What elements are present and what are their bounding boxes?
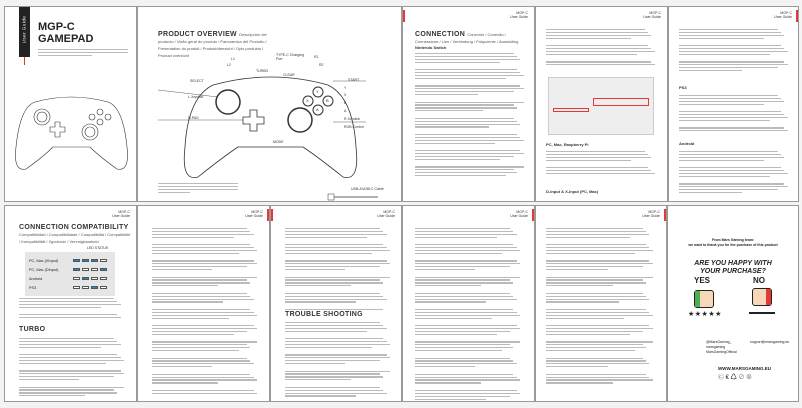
yes-label[interactable]: YES bbox=[694, 276, 711, 285]
website-link[interactable]: WWW.MARSGAMING.EU bbox=[718, 366, 771, 371]
label-cable: USB-A/USB-C Cable bbox=[351, 187, 384, 191]
label-l-joystick: L Joystick bbox=[188, 95, 204, 99]
btn-y: Y bbox=[316, 89, 319, 94]
btn-a: A bbox=[316, 107, 319, 112]
support-email[interactable]: support@marsgaming.eu bbox=[750, 340, 790, 344]
social-twitter[interactable]: @MarsGaming_ bbox=[706, 340, 732, 344]
led-off-icon bbox=[100, 259, 107, 262]
turbo-page: MGP-C User Guide bbox=[137, 205, 270, 402]
label-y: Y bbox=[344, 86, 347, 90]
feedback-page bbox=[667, 205, 799, 402]
label-r-joystick: R Joystick bbox=[344, 117, 360, 121]
body-text-block bbox=[19, 338, 127, 402]
body-text-block bbox=[415, 53, 527, 183]
compat-row-name: Android bbox=[29, 276, 43, 281]
compatibility-table bbox=[25, 252, 115, 296]
connection-page: MGP-C User Guide CONNECTION Conexión / Conexão / Connessione / Lien / Verbindung / Połączenie / Aansluiting Nintendo Switch bbox=[402, 6, 535, 202]
body-text-block bbox=[285, 228, 393, 312]
led-on-icon bbox=[82, 259, 89, 262]
body-text-block bbox=[546, 228, 656, 390]
troubleshooting-page: MGP-C User Guide bbox=[402, 205, 535, 402]
feedback-line2: we want to thank you for the purchase of this product bbox=[688, 243, 778, 247]
feedback-line1: From Mars Gaming team: bbox=[711, 238, 755, 242]
compat-row bbox=[25, 283, 115, 292]
star-rating: ★★★★★ bbox=[688, 311, 722, 318]
led-off-icon bbox=[100, 277, 107, 280]
led-off-icon bbox=[91, 277, 98, 280]
android-heading: Android bbox=[679, 141, 695, 146]
label-b: B bbox=[344, 101, 347, 105]
body-text-block bbox=[546, 151, 658, 176]
compat-row-name: PC, Mac (XInput) bbox=[29, 258, 59, 263]
label-a: A bbox=[344, 109, 347, 113]
led-off-icon bbox=[91, 268, 98, 271]
label-typec: TYPE-C Charging Port bbox=[276, 53, 305, 61]
compat-row-name: PC, Mac (DInput) bbox=[29, 267, 59, 272]
compat-row bbox=[25, 274, 115, 283]
overview-title: PRODUCT OVERVIEW Descripción del producto / Visão geral do produto / Panoramica del Prodotto / Présentation du produit / Produktübersicht / Opis produktu / Product overzicht bbox=[158, 31, 267, 58]
label-clear: CLEAR bbox=[283, 73, 295, 77]
body-text-block bbox=[679, 95, 791, 133]
user-guide-tab-label: User Guide bbox=[21, 15, 27, 44]
compatibility-page: MGP-C User Guide CONNECTION COMPATIBILITY Compatibilidad / Compatibilidade / Compatibilità / Compatibilité / Kompatibilität / Zgodność / Verenigbaarheid LED STATUS PC, Mac (XInput) PC, Mac (DInput) Android PS3 TURBO bbox=[4, 205, 137, 402]
label-x: X bbox=[344, 93, 347, 97]
led-on-icon bbox=[91, 259, 98, 262]
label-dpad: D-PAD bbox=[188, 116, 199, 120]
connection-page-2: MGP-C User Guide PC, Mac, Raspberry Pi D-Input & X-Input (PC, Mac) bbox=[535, 6, 668, 202]
body-text-block bbox=[679, 151, 791, 195]
gamepad-illustration bbox=[5, 87, 137, 187]
system-settings-screenshot bbox=[548, 77, 654, 135]
led-on-icon bbox=[73, 259, 80, 262]
nintendo-switch-heading: Nintendo Switch bbox=[415, 45, 447, 50]
led-off-icon bbox=[100, 286, 107, 289]
ps3-heading: PS3 bbox=[679, 85, 687, 90]
thumbs-down-icon[interactable] bbox=[752, 288, 772, 306]
led-off-icon bbox=[82, 268, 89, 271]
btn-x: X bbox=[306, 98, 309, 103]
label-r1: R1 bbox=[314, 55, 319, 59]
compatibility-title: CONNECTION COMPATIBILITY Compatibilidad / Compatibilidade / Compatibilità / Compatibilité / Kompatibilität / Zgodność / Verenigbaarheid bbox=[19, 224, 131, 244]
gamepad-diagram bbox=[138, 7, 402, 202]
turbo-page-2: MGP-C User Guide TROUBLE SHOOTING bbox=[270, 205, 402, 402]
line-divider bbox=[749, 312, 775, 314]
compat-row bbox=[25, 256, 115, 265]
label-start: START bbox=[348, 78, 360, 82]
body-text-block bbox=[546, 29, 658, 67]
led-on-icon bbox=[82, 277, 89, 280]
overview-spread bbox=[137, 6, 402, 202]
connection-title: CONNECTION Conexión / Conexão / Connessione / Lien / Verbindung / Połączenie / Aansluiting bbox=[415, 31, 519, 44]
led-on-icon bbox=[73, 268, 80, 271]
label-select: SELECT bbox=[190, 79, 204, 83]
led-on-icon bbox=[91, 286, 98, 289]
led-off-icon bbox=[73, 286, 80, 289]
connection-page-3: MGP-C User Guide PS3 Android bbox=[668, 6, 799, 202]
btn-b: B bbox=[326, 98, 329, 103]
body-text-block bbox=[19, 298, 127, 320]
label-l2: L2 bbox=[227, 63, 231, 67]
led-on-icon bbox=[100, 268, 107, 271]
turbo-title: TURBO bbox=[19, 326, 46, 333]
label-turbo: TURBO bbox=[256, 69, 269, 73]
label-l1: L1 bbox=[231, 57, 235, 61]
compat-row-name: PS3 bbox=[29, 285, 37, 290]
body-text-block bbox=[285, 322, 393, 398]
dinput-xinput-heading: D-Input & X-Input (PC, Mac) bbox=[546, 189, 599, 194]
troubleshooting-title: TROUBLE SHOOTING bbox=[285, 311, 363, 318]
no-label[interactable]: NO bbox=[753, 276, 765, 285]
body-text-block bbox=[152, 228, 260, 396]
compat-row bbox=[25, 265, 115, 274]
body-text-block bbox=[415, 228, 523, 402]
label-rgb: RGB Control bbox=[344, 125, 364, 129]
cover-page bbox=[4, 6, 137, 202]
thumbs-up-icon[interactable] bbox=[694, 290, 714, 308]
led-off-icon bbox=[82, 286, 89, 289]
social-instagram[interactable]: marsgaming bbox=[706, 345, 726, 349]
pc-mac-heading: PC, Mac, Raspberry Pi bbox=[546, 142, 589, 147]
safety-page: MGP-C User Guide bbox=[535, 205, 667, 402]
social-youtube[interactable]: MarsGamingOfficial bbox=[706, 350, 737, 354]
body-text-block bbox=[679, 29, 791, 73]
feedback-question: ARE YOU HAPPY WITH YOUR PURCHASE? bbox=[694, 260, 772, 275]
label-r2: R2 bbox=[319, 63, 324, 67]
led-off-icon bbox=[73, 277, 80, 280]
label-mode: MODE bbox=[273, 140, 284, 144]
led-status-header: LED STATUS bbox=[87, 246, 109, 250]
cover-title: MGP-C GAMEPAD bbox=[38, 21, 94, 45]
certification-icons: Ⓒ € ♺ ⊘ ⊗ bbox=[718, 375, 753, 381]
